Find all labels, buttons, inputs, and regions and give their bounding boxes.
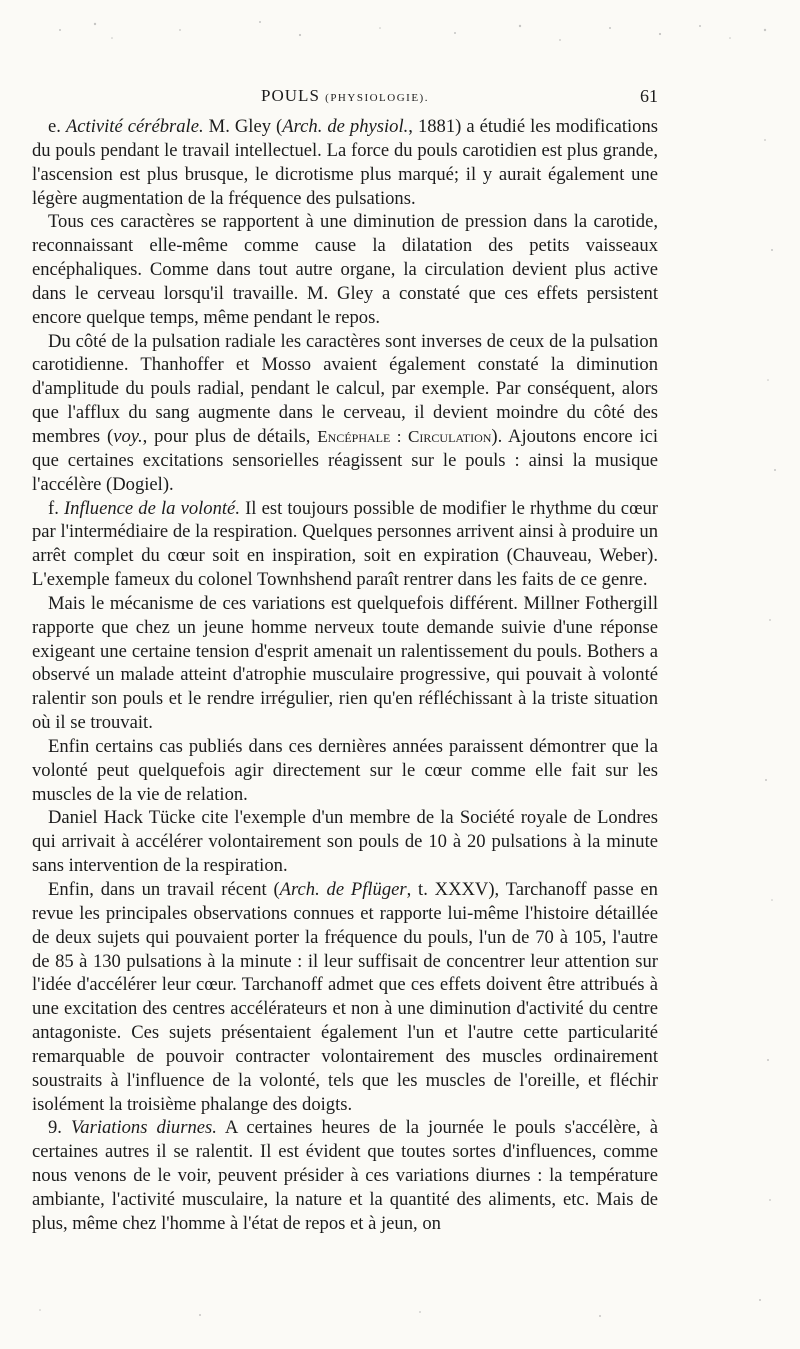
paragraph (32, 735, 658, 807)
italic-run: Arch. de physiol. (282, 116, 409, 137)
body-text (32, 115, 658, 1236)
text-run: M. Gley ( (203, 116, 283, 137)
italic-run: voy. (113, 425, 143, 447)
text-run: ). Ajoutons encore ici que certaines excitations sensorielles réagissent sur le pouls : ainsi la musique l'accélère (Dogiel). (32, 425, 659, 495)
page-number: 61 (640, 86, 658, 106)
text-run: Il est toujours possible de modifier le rhythme du cœur par l'intermédiaire de la respiration. Quelques personnes arrivent ainsi à produire un arrêt complet du cœur soit en inspiration, soit en expiration (Chauveau, Weber). L'exemple fameux du colonel Townhshend paraît rentrer dans les faits de ce genre. (32, 497, 658, 591)
paragraph (32, 806, 658, 878)
italic-run: Activité cérébrale. (65, 116, 204, 137)
running-title-main: POULS (261, 86, 320, 105)
paragraph (32, 210, 658, 329)
running-header (32, 86, 658, 110)
text-run: Tous ces caractères se rapportent à une diminution de pression dans la carotide, reconnaissant elle-même comme cause la dilatation des petits vaisseaux encéphaliques. Comme dans tout autre organe, la circulation devient plus active dans le cerveau lorsqu'il travaille. M. Gley a constaté que ces effets persistent encore quelque temps, même pendant le repos. (32, 211, 658, 328)
text-run: Enfin, dans un travail récent ( (48, 879, 280, 900)
text-run: f. (48, 497, 64, 519)
smallcaps-run: Encéphale : Circulation (317, 426, 492, 446)
paragraph (32, 330, 658, 497)
running-title (32, 86, 658, 106)
text-run: , t. XXXV), Tarchanoff passe en revue les principales observations connues et rapporte lui-même l'histoire détaillée de deux sujets qui pouvaient porter la fréquence du pouls, l'un de 70 à 105, l'autre de 85 à 130 pulsations à la minute : il leur suffisait de concentrer leur attention sur l'idée d'accélérer leur cœur. Tarchanoff admet que ces effets doivent être attribués à une excitation des centres accélérateurs et non à une diminution d'activité du centre antagoniste. Ces sujets présentaient également l'un et l'autre cette particularité remarquable de pouvoir contracter volontairement des muscles ordinairement soustraits à l'influence de la volonté, tels que les muscles de l'oreille, et fléchir isolément la troisième phalange des doigts. (32, 879, 658, 1115)
italic-run: Variations diurnes. (70, 1117, 217, 1139)
text-run: , pour plus de détails, (142, 425, 318, 447)
text-run: Daniel Hack Tücke cite l'exemple d'un membre de la Société royale de Londres qui arrivait à accélérer volontairement son pouls de 10 à 20 pulsations à la minute sans intervention de la respiration. (32, 807, 658, 877)
italic-run: Arch. de Pflüger (279, 879, 407, 900)
text-run: Mais le mécanisme de ces variations est quelquefois différent. Millner Fothergill rapporte que chez un jeune homme nerveux toute demande suivie d'une réponse exigeant une certaine tension d'esprit amenait un ralentissement du pouls. Bothers a observé un malade atteint d'atrophie musculaire progressive, qui pouvait à volonté ralentir son pouls et le rendre irrégulier, rien qu'en réfléchissant à la triste situation où il se trouvait. (32, 592, 658, 734)
running-title-sub: (PHYSIOLOGIE). (325, 92, 429, 104)
paragraph (32, 497, 658, 592)
paragraph (32, 592, 658, 735)
paragraph (32, 1116, 658, 1235)
text-run: Enfin certains cas publiés dans ces dernières années paraissent démontrer que la volonté peut quelquefois agir directement sur le cœur comme elle fait sur les muscles de la vie de relation. (32, 735, 658, 805)
italic-run: Influence de la volonté. (63, 497, 240, 519)
text-run: 9. (48, 1117, 71, 1139)
paragraph (32, 878, 658, 1116)
text-run: , 1881) a étudié les modifications du pouls pendant le travail intellectuel. La force du pouls carotidien est plus grande, l'ascension est plus brusque, le dicrotisme plus marqué; il y aurait également une légère augmentation de la fréquence des pulsations. (32, 116, 659, 209)
text-run: e. (48, 116, 66, 137)
paragraph (32, 115, 658, 210)
text-run: A certaines heures de la journée le pouls s'accélère, à certaines autres il se ralentit. Il est évident que toutes sortes d'influences, comme nous venons de le voir, peuvent présider à ces variations diurnes : la température ambiante, l'activité musculaire, la nature et la quantité des aliments, etc. Mais de plus, même chez l'homme à l'état de repos et à jeun, on (32, 1117, 658, 1234)
text-run: Du côté de la pulsation radiale les caractères sont inverses de ceux de la pulsation carotidienne. Thanhoffer et Mosso avaient également constaté la diminution d'amplitude du pouls radial, pendant le calcul, par exemple. Par conséquent, alors que l'afflux du sang augmente dans le cerveau, il devient moindre du côté des membres ( (32, 330, 658, 447)
